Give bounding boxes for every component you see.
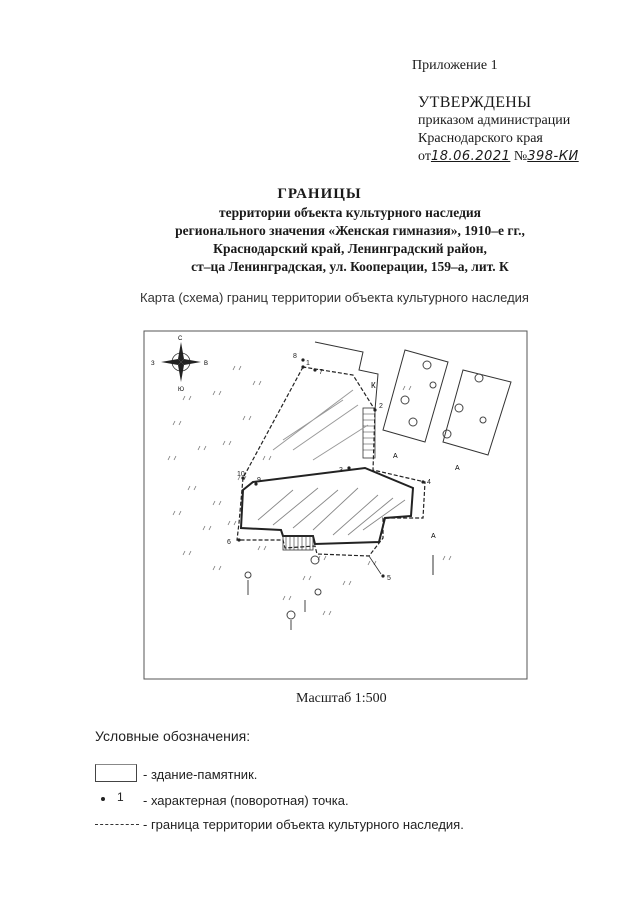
point-6: 6 [227, 539, 231, 546]
area-label-3: А [431, 533, 436, 540]
compass-west: З [151, 361, 155, 367]
point-5: 5 [387, 575, 391, 582]
appendix-label: Приложение 1 [412, 58, 498, 73]
compass-south: Ю [178, 387, 185, 393]
approval-block [418, 94, 579, 166]
map-scale: Масштаб 1:500 [296, 691, 387, 706]
document-title: ГРАНИЦЫ [277, 186, 362, 202]
point-3: 3 [339, 467, 343, 474]
legend-label-boundary: - граница территории объекта культурного наследия. [143, 816, 464, 832]
number-sign: № [513, 149, 528, 164]
map-caption: Карта (схема) границ территории объекта культурного наследия [140, 290, 529, 305]
boundary-map [143, 330, 528, 680]
date-prefix: от [418, 149, 431, 164]
legend-building-symbol [95, 766, 139, 782]
legend-label-point: - характерная (поворотная) точка. [143, 792, 349, 808]
subtitle-line-1: территории объекта культурного наследия [219, 205, 481, 220]
point-9: 9 [257, 477, 261, 484]
order-date: 18.06.2021 [430, 149, 511, 164]
legend-title: Условные обозначения: [95, 728, 251, 744]
approved-heading: УТВЕРЖДЕНЫ [418, 94, 532, 111]
building-label: К [371, 381, 376, 390]
order-number: 398-КИ [527, 149, 579, 164]
approval-line-region: Краснодарского края [418, 131, 543, 146]
document-subtitle [0, 204, 639, 276]
point-7: 7 [319, 369, 323, 376]
point-8: 8 [293, 353, 297, 360]
legend-item-point [95, 792, 349, 808]
point-1: 1 [306, 360, 310, 367]
area-label-1: А [393, 453, 398, 460]
point-2: 2 [379, 403, 383, 410]
legend-boundary-symbol [95, 816, 139, 832]
approval-date-line [418, 148, 579, 166]
approval-line-order: приказом администрации [418, 113, 571, 128]
compass-east: В [204, 361, 209, 367]
area-label-2: А [455, 465, 460, 472]
subtitle-line-4: ст–ца Ленинградская, ул. Кооперации, 159–а, лит. К [191, 259, 509, 274]
subtitle-line-2: регионального значения «Женская гимназия», 1910–е гг., [175, 223, 525, 238]
legend-point-number: 1 [117, 790, 124, 804]
legend-label-monument: - здание-памятник. [143, 766, 258, 782]
legend-point-symbol [95, 792, 139, 808]
subtitle-line-3: Краснодарский край, Ленинградский район, [213, 241, 487, 256]
legend-item-boundary [95, 816, 464, 832]
legend-item-monument [95, 766, 257, 782]
compass-north: С [178, 336, 183, 342]
point-10: 10 [237, 471, 245, 478]
point-4: 4 [427, 479, 431, 486]
